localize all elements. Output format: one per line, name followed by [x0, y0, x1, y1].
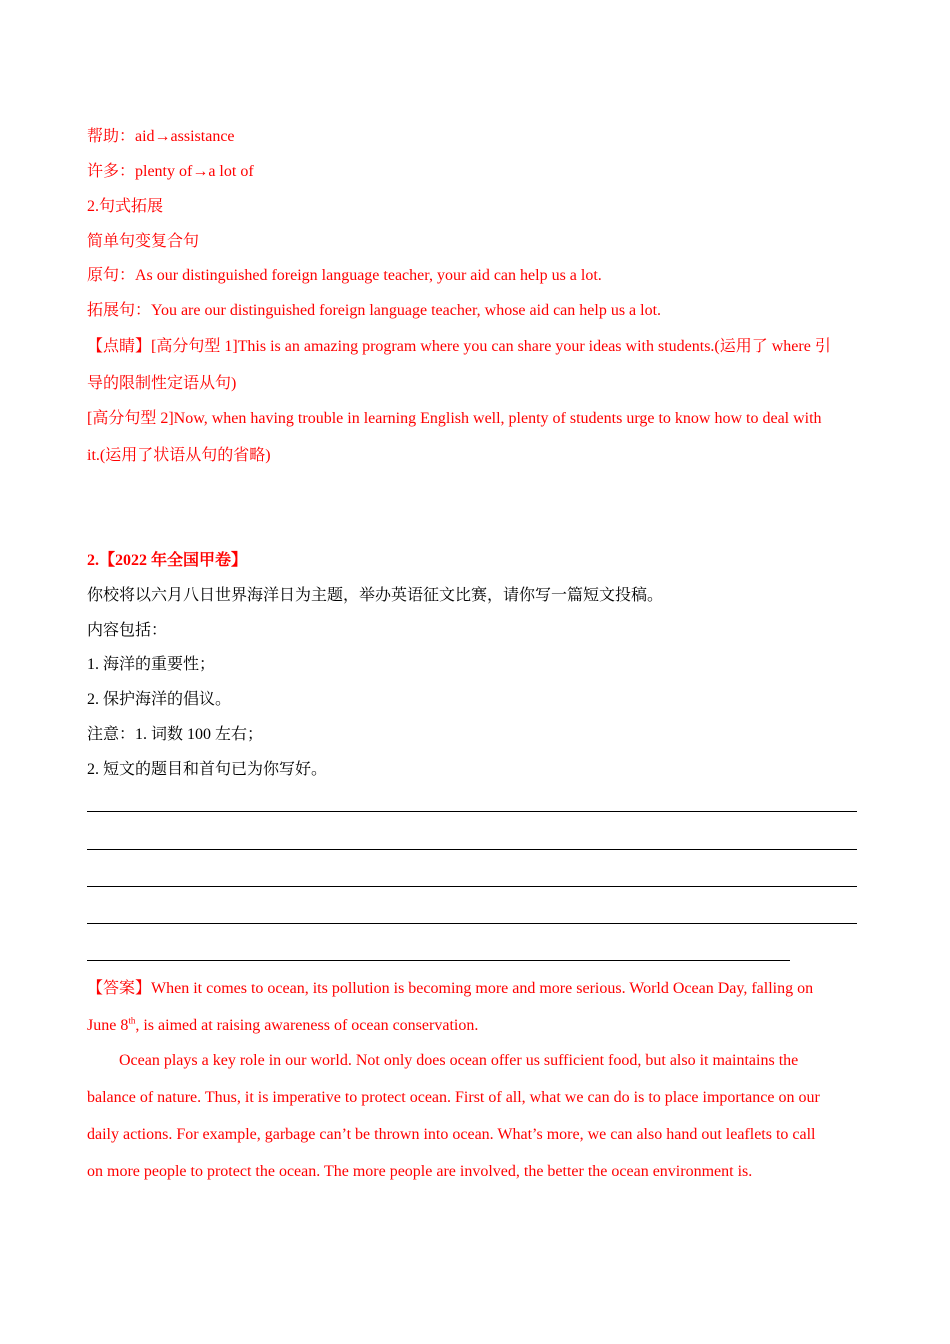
answer-blank-line [87, 923, 857, 924]
answer-date-suffix: th [128, 1015, 136, 1026]
answer-blank-line [87, 886, 857, 887]
vocab-item-aid: 帮助：aid→assistance [87, 128, 235, 145]
answer-p2-line-1: Ocean plays a key role in our world. Not only does ocean offer us sufficient food, but also it maintains the [119, 1052, 799, 1069]
answer-blank-line [87, 960, 790, 961]
answer-p2-line-3: daily actions. For example, garbage can’t be thrown into ocean. What’s more, we can also hand out leaflets to call [87, 1126, 816, 1143]
note-1: 注意：1. 词数 100 左右； [87, 726, 264, 743]
section-subheading: 简单句变复合句 [87, 233, 200, 250]
original-sentence: 原句：As our distinguished foreign language teacher, your aid can help us a lot. [87, 267, 602, 284]
vocab-item-plenty: 许多：plenty of→a lot of [87, 163, 254, 180]
question-title: 2.【2022 年全国甲卷】 [87, 552, 248, 569]
section-heading-sentence-expansion: 2.句式拓展 [87, 198, 164, 215]
expanded-sentence: 拓展句：You are our distinguished foreign language teacher, whose aid can help us a lot. [87, 302, 662, 319]
highlight-line-3: [高分句型 2]Now, when having trouble in learning English well, plenty of students urge to know how to deal with [87, 410, 822, 427]
highlight-line-1: 【点睛】[高分句型 1]This is an amazing program where you can share your ideas with students.(运用了 where 引 [87, 338, 831, 355]
content-label: 内容包括： [87, 622, 168, 639]
answer-blank-line [87, 849, 857, 850]
content-point-2: 2. 保护海洋的倡议。 [87, 691, 232, 708]
answer-line-2-rest: , is aimed at raising awareness of ocean conservation. [135, 1017, 479, 1034]
highlight-line-4: it.(运用了状语从句的省略) [87, 447, 271, 464]
answer-p2-line-4: on more people to protect the ocean. The more people are involved, the better the ocean environment is. [87, 1163, 753, 1180]
question-prompt: 你校将以六月八日世界海洋日为主题，举办英语征文比赛，请你写一篇短文投稿。 [87, 587, 664, 604]
answer-blank-line [87, 811, 857, 812]
answer-line-2 [87, 1016, 478, 1036]
answer-line-1: 【答案】When it comes to ocean, its pollution is becoming more and more serious. World Ocean Day, falling on [87, 980, 814, 997]
answer-date: June 8 [87, 1017, 129, 1034]
answer-p2-line-2: balance of nature. Thus, it is imperative to protect ocean. First of all, what we can do is to place importance on our [87, 1089, 820, 1106]
note-2: 2. 短文的题目和首句已为你写好。 [87, 761, 328, 778]
content-point-1: 1. 海洋的重要性； [87, 656, 216, 673]
highlight-line-2: 导的限制性定语从句) [87, 375, 237, 392]
